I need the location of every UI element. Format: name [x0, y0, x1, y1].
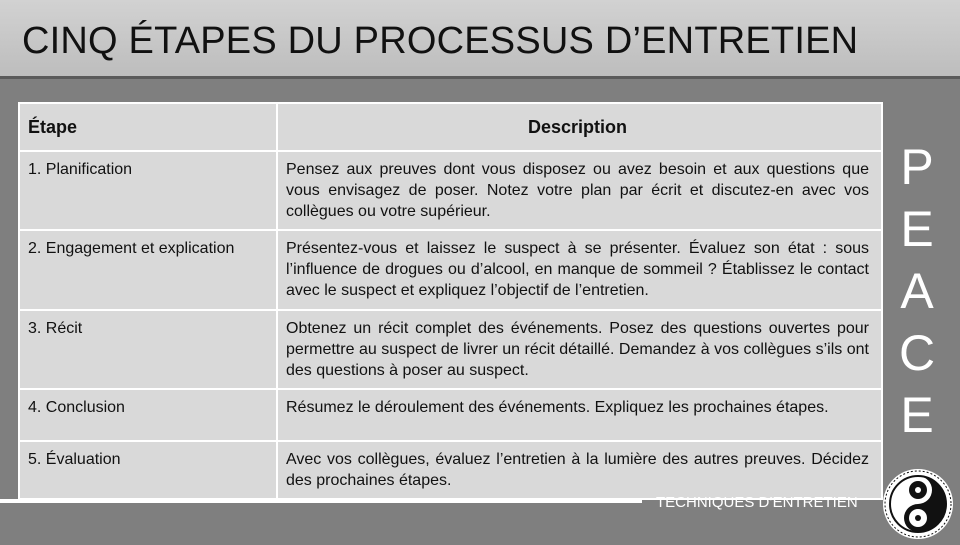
step-cell: 2. Engagement et explication — [19, 230, 277, 310]
acronym-letter: E — [900, 387, 934, 443]
steps-table — [18, 102, 883, 500]
acronym-letter: E — [900, 201, 934, 257]
peace-acronym — [885, 136, 949, 446]
step-cell: 5. Évaluation — [19, 441, 277, 499]
acronym-letter: P — [900, 139, 934, 195]
table-header-row — [19, 103, 882, 151]
description-cell: Résumez le déroulement des événements. Expliquez les prochaines étapes. — [277, 389, 882, 441]
description-cell: Présentez-vous et laissez le suspect à se présenter. Évaluez son état : sous l’influence de drogues ou d’alcool, en manque de sommeil ? Établissez le contact avec le suspect et expliquez l’objectif de l’entretien. — [277, 230, 882, 310]
table-row — [19, 389, 882, 441]
slide-title: CINQ ÉTAPES DU PROCESSUS D’ENTRETIEN — [22, 20, 859, 62]
table-row — [19, 441, 882, 499]
description-cell: Obtenez un récit complet des événements. Posez des questions ouvertes pour permettre au suspect de livrer un récit détaillé. Demandez à vos collègues s’ils ont des questions à poser au suspect. — [277, 310, 882, 389]
footer-text: TECHNIQUES D’ENTRETIEN — [656, 494, 858, 511]
footer-divider — [0, 499, 642, 503]
table-row — [19, 151, 882, 230]
title-band — [0, 0, 960, 79]
header-description: Description — [277, 103, 882, 151]
description-cell: Avec vos collègues, évaluez l’entretien à la lumière des autres preuves. Décidez des prochaines étapes. — [277, 441, 882, 499]
step-cell: 1. Planification — [19, 151, 277, 230]
acronym-letter: C — [898, 325, 936, 381]
yin-yang-emblem-icon — [878, 462, 958, 540]
table-row — [19, 230, 882, 310]
step-cell: 3. Récit — [19, 310, 277, 389]
description-cell: Pensez aux preuves dont vous disposez ou avez besoin et aux questions que vous envisagez de poser. Notez votre plan par écrit et discutez-en avec vos collègues ou votre supérieur. — [277, 151, 882, 230]
step-cell: 4. Conclusion — [19, 389, 277, 441]
header-step: Étape — [19, 103, 277, 151]
table-row — [19, 310, 882, 389]
acronym-letter: A — [900, 263, 934, 319]
